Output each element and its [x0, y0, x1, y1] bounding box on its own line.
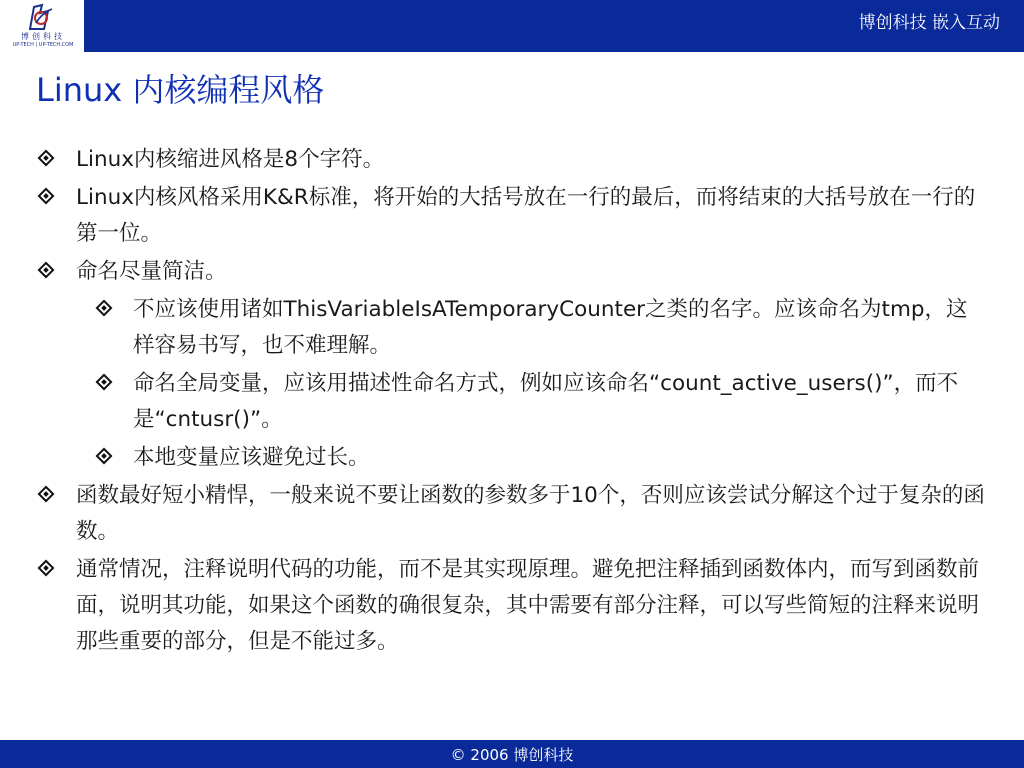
bullet-text: 不应该使用诸如ThisVariableIsATemporaryCounter之类的名字。应该命名为tmp，这样容易书写，也不难理解。	[133, 297, 968, 358]
bullet-text: Linux内核缩进风格是8个字符。	[76, 147, 385, 172]
diamond-bullet-icon	[96, 374, 113, 391]
diamond-bullet-icon	[38, 560, 55, 577]
slide-title: Linux 内核编程风格	[36, 71, 325, 109]
sub-bullet-item	[0, 292, 973, 364]
sub-bullet-item	[0, 440, 973, 476]
logo-chinese-text: 博创科技	[21, 32, 65, 41]
diamond-bullet-icon	[96, 448, 113, 465]
diamond-bullet-icon	[96, 300, 113, 317]
bullet-text: 通常情况，注释说明代码的功能，而不是其实现原理。避免把注释插到函数体内，而写到函数前面，说明其功能，如果这个函数的确很复杂，其中需要有部分注释，可以写些简短的注释来说明那些重要的部分，但是不能过多。	[76, 557, 980, 654]
bullet-item	[0, 478, 986, 550]
logo-english-text: UP-TECH | UP-TECH.COM	[12, 42, 74, 48]
diamond-bullet-icon	[38, 486, 55, 503]
bullet-text: Linux内核风格采用K&R标准，将开始的大括号放在一行的最后，而将结束的大括号放在一行的第一位。	[76, 185, 976, 246]
logo-mark-icon	[26, 3, 58, 31]
bullet-list	[0, 142, 1024, 662]
bullet-item	[0, 254, 986, 290]
bullet-text: 函数最好短小精悍，一般来说不要让函数的参数多于10个，否则应该尝试分解这个过于复杂的函数。	[76, 483, 985, 544]
bullet-text: 命名尽量简洁。	[76, 259, 227, 284]
diamond-bullet-icon	[38, 150, 55, 167]
diamond-bullet-icon	[38, 188, 55, 205]
bullet-item	[0, 552, 986, 660]
footer-bar	[0, 740, 1024, 768]
diamond-bullet-icon	[38, 262, 55, 279]
brand-slogan: 博创科技 嵌入互动	[858, 13, 1000, 33]
bullet-text: 命名全局变量，应该用描述性命名方式，例如应该命名“count_active_users()”，而不是“cntusr()”。	[133, 371, 959, 432]
bullet-item	[0, 180, 986, 252]
sub-bullet-item	[0, 366, 973, 438]
footer-copyright: © 2006 博创科技	[450, 746, 574, 764]
header-bar	[0, 0, 1024, 52]
company-logo	[0, 0, 84, 52]
bullet-text: 本地变量应该避免过长。	[133, 445, 370, 470]
bullet-item	[0, 142, 986, 178]
